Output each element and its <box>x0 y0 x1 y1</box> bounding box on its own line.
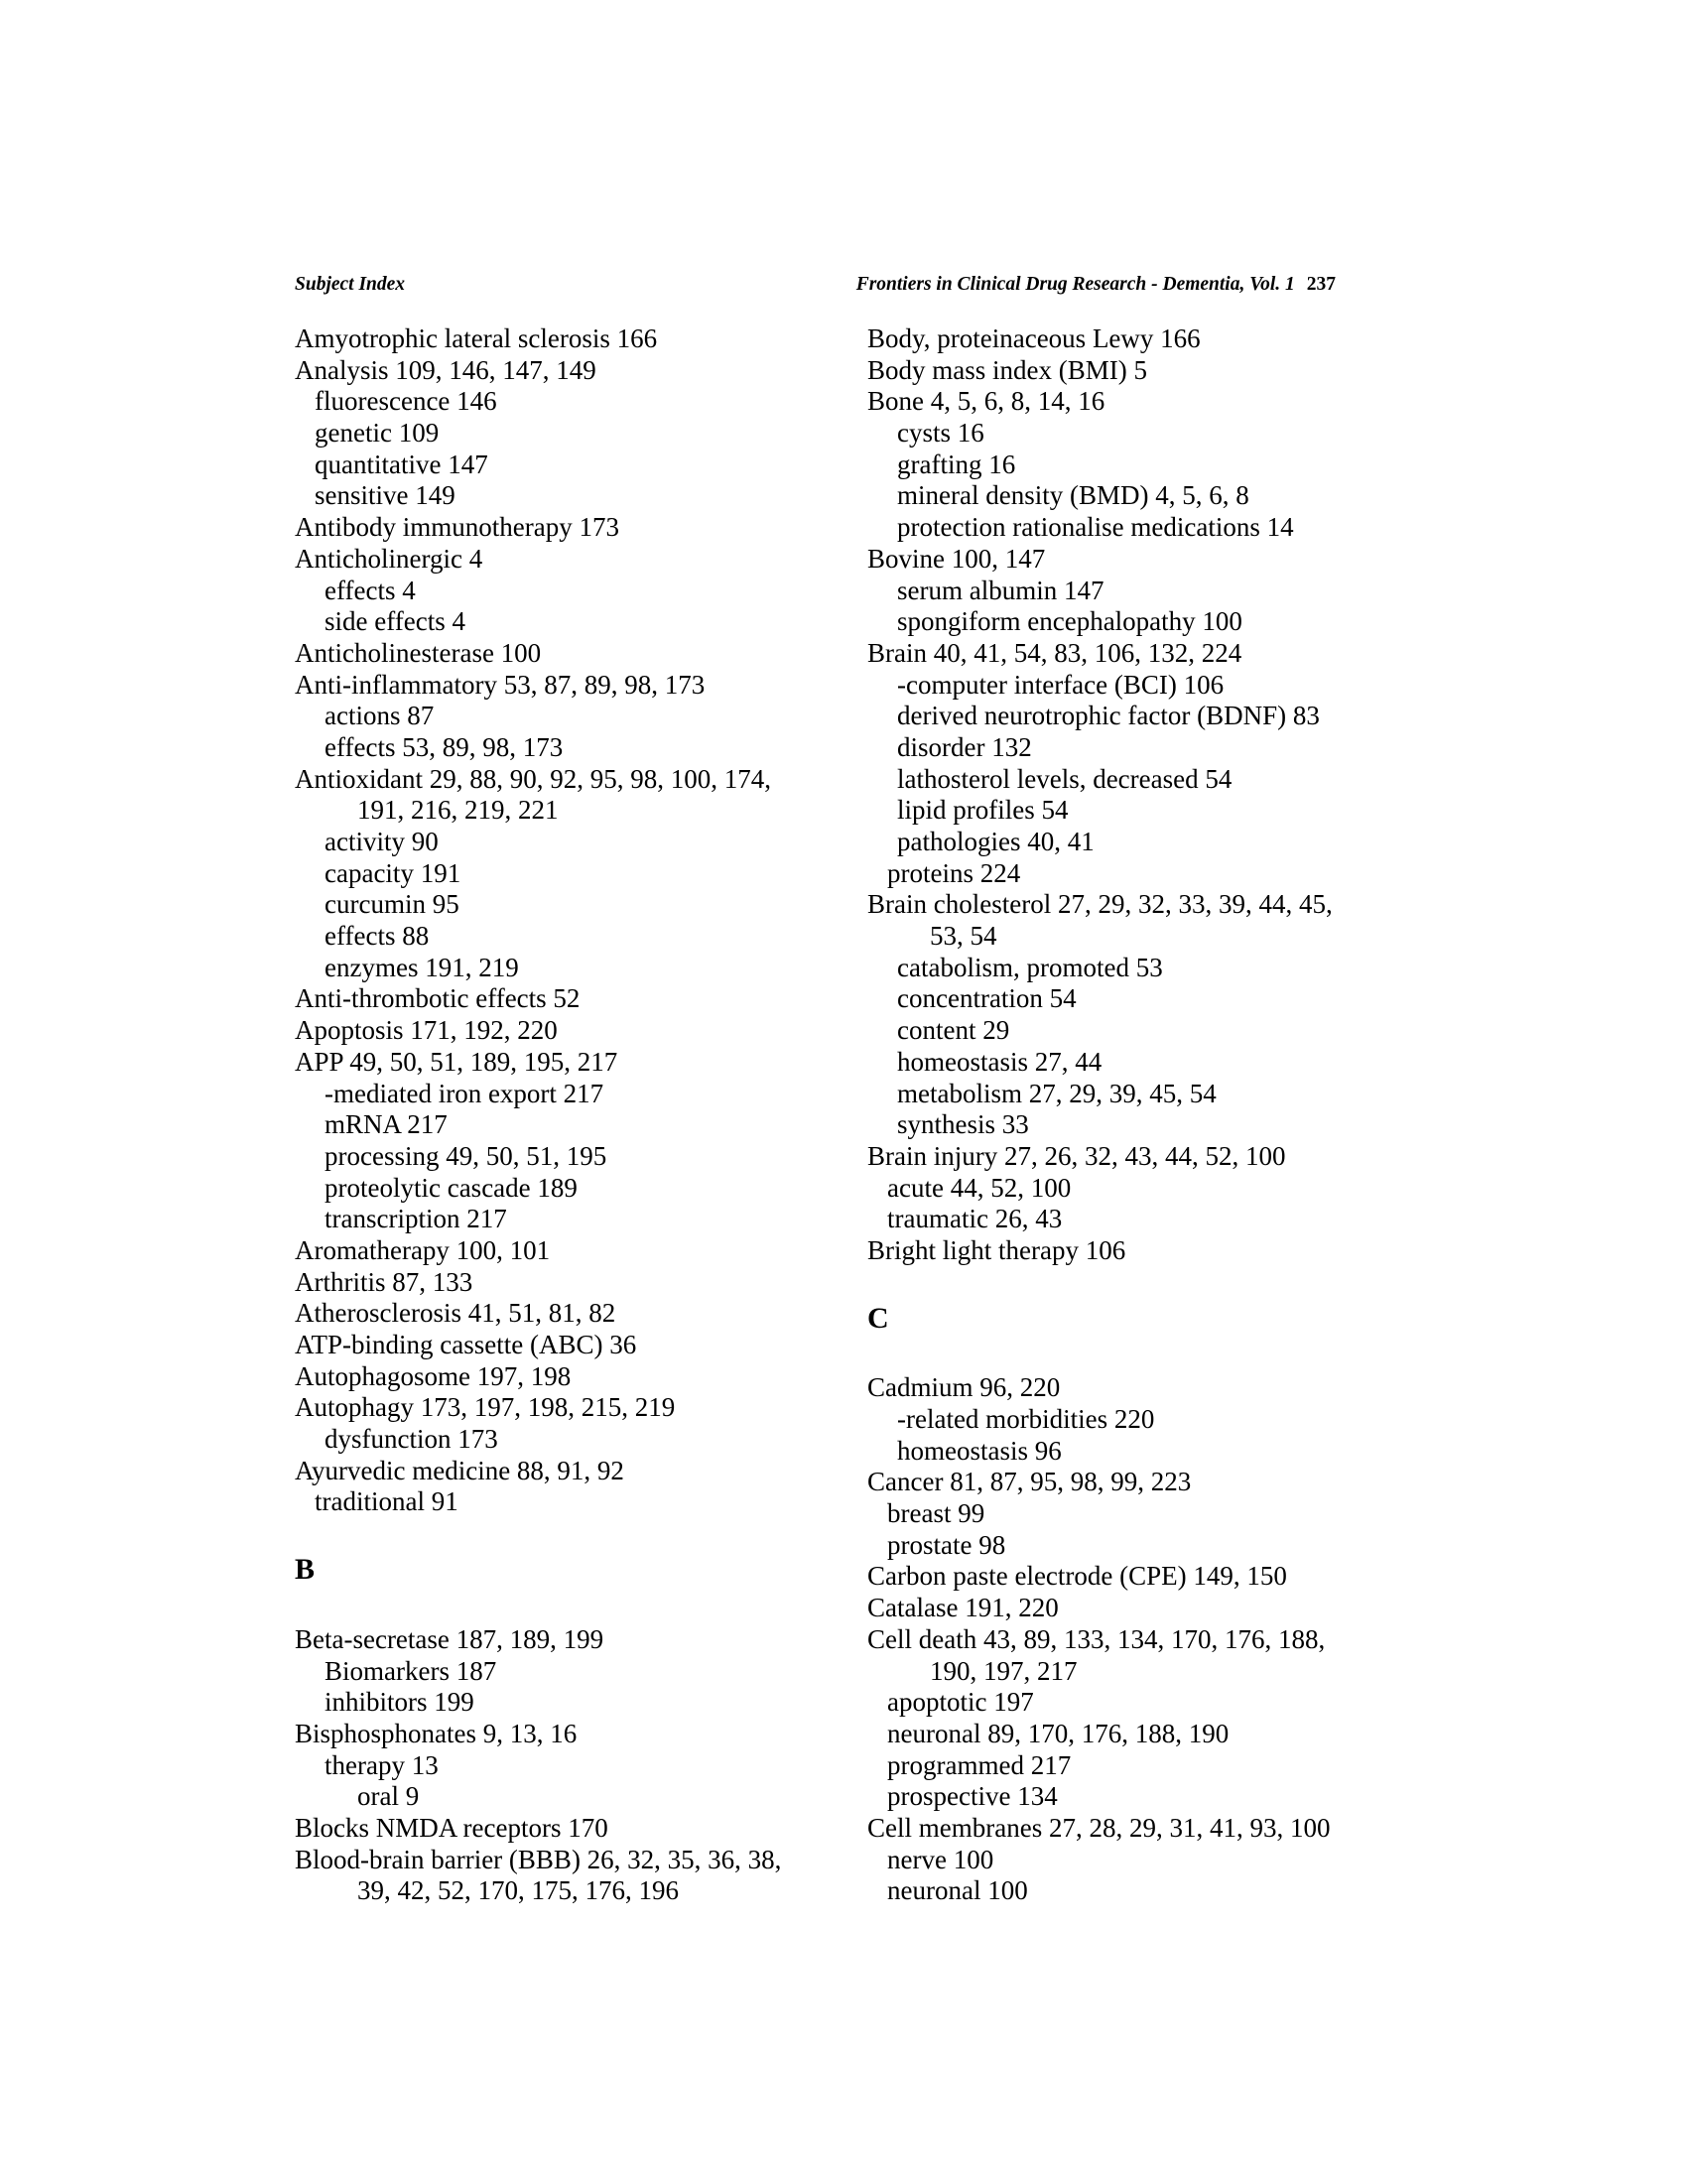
index-subentry: prostate 98 <box>887 1529 1006 1560</box>
index-entry: Cadmium 96, 220 <box>867 1372 1061 1403</box>
index-entry: Catalase 191, 220 <box>867 1593 1059 1623</box>
index-subentry: therapy 13 <box>325 1749 439 1780</box>
index-subentry: metabolism 27, 29, 39, 45, 54 <box>897 1078 1217 1108</box>
index-subentry: lathosterol levels, decreased 54 <box>897 763 1233 794</box>
index-entry-continuation: 53, 54 <box>930 921 997 952</box>
index-subentry: -related morbidities 220 <box>897 1404 1155 1434</box>
index-subentry: serum albumin 147 <box>897 575 1104 605</box>
index-subentry: mRNA 217 <box>325 1109 448 1140</box>
index-entry: Cell membranes 27, 28, 29, 31, 41, 93, 100 <box>867 1812 1331 1843</box>
index-subentry: apoptotic 197 <box>887 1687 1034 1718</box>
index-subentry: lipid profiles 54 <box>897 795 1069 826</box>
index-entry: APP 49, 50, 51, 189, 195, 217 <box>295 1046 618 1077</box>
index-entry: Anti-inflammatory 53, 87, 89, 98, 173 <box>295 669 706 700</box>
index-subentry: neuronal 100 <box>887 1875 1028 1906</box>
index-subentry: traumatic 26, 43 <box>887 1204 1063 1234</box>
index-entry: Anticholinesterase 100 <box>295 637 542 668</box>
index-subentry: homeostasis 27, 44 <box>897 1046 1103 1077</box>
index-subentry: side effects 4 <box>325 606 465 637</box>
page-number: 237 <box>1306 274 1336 295</box>
index-entry: Amyotrophic lateral sclerosis 166 <box>295 323 658 353</box>
index-subentry: curcumin 95 <box>325 889 459 920</box>
index-subentry: grafting 16 <box>897 449 1016 479</box>
running-header-book-title <box>837 272 1336 298</box>
index-subentry: traditional 91 <box>315 1486 458 1517</box>
index-entry: Autophagosome 197, 198 <box>295 1360 572 1391</box>
index-subentry: dysfunction 173 <box>325 1424 498 1455</box>
index-subentry: nerve 100 <box>887 1844 994 1874</box>
index-entry: Anti-thrombotic effects 52 <box>295 983 581 1014</box>
index-subentry: -computer interface (BCI) 106 <box>897 669 1225 700</box>
index-subentry: spongiform encephalopathy 100 <box>897 606 1242 637</box>
index-entry: Cell death 43, 89, 133, 134, 170, 176, 188, <box>867 1623 1326 1654</box>
index-subentry: capacity 191 <box>325 857 461 888</box>
index-entry: Analysis 109, 146, 147, 149 <box>295 354 596 385</box>
index-subentry: proteolytic cascade 189 <box>325 1172 578 1203</box>
index-subentry: proteins 224 <box>887 857 1021 888</box>
index-entry: ATP-binding cassette (ABC) 36 <box>295 1330 637 1359</box>
index-entry: Bone 4, 5, 6, 8, 14, 16 <box>867 386 1105 417</box>
index-entry: Bright light therapy 106 <box>867 1234 1126 1265</box>
index-subentry: synthesis 33 <box>897 1109 1029 1140</box>
index-subentry: mineral density (BMD) 4, 5, 6, 8 <box>897 480 1249 511</box>
index-entry: Autophagy 173, 197, 198, 215, 219 <box>295 1392 676 1423</box>
index-subentry: prospective 134 <box>887 1781 1058 1812</box>
index-entry-continuation: oral 9 <box>357 1781 420 1812</box>
index-entry: Beta-secretase 187, 189, 199 <box>295 1623 604 1654</box>
index-subentry: content 29 <box>897 1015 1010 1046</box>
index-subentry: effects 4 <box>325 575 416 605</box>
letter-heading: B <box>295 1553 316 1587</box>
index-entry: Aromatherapy 100, 101 <box>295 1234 551 1265</box>
index-entry: Atherosclerosis 41, 51, 81, 82 <box>295 1298 616 1329</box>
index-entry: Brain 40, 41, 54, 83, 106, 132, 224 <box>867 637 1242 668</box>
index-entry: Ayurvedic medicine 88, 91, 92 <box>295 1455 624 1485</box>
index-subentry: programmed 217 <box>887 1749 1072 1780</box>
index-subentry: fluorescence 146 <box>315 386 497 417</box>
index-entry: Brain injury 27, 26, 32, 43, 44, 52, 100 <box>867 1140 1286 1171</box>
index-subentry: pathologies 40, 41 <box>897 827 1095 856</box>
index-subentry: transcription 217 <box>325 1204 507 1234</box>
index-entry: Arthritis 87, 133 <box>295 1266 473 1297</box>
index-entry: Body mass index (BMI) 5 <box>867 354 1147 385</box>
index-subentry: derived neurotrophic factor (BDNF) 83 <box>897 701 1320 731</box>
index-subentry: inhibitors 199 <box>325 1687 474 1718</box>
index-subentry: catabolism, promoted 53 <box>897 952 1163 982</box>
index-subentry: breast 99 <box>887 1498 985 1529</box>
index-subentry: quantitative 147 <box>315 449 488 479</box>
index-subentry: activity 90 <box>325 827 439 856</box>
index-entry: Antioxidant 29, 88, 90, 92, 95, 98, 100, 174, <box>295 763 771 794</box>
index-entry: Blood-brain barrier (BBB) 26, 32, 35, 36, 38, <box>295 1844 782 1874</box>
index-entry-continuation: 190, 197, 217 <box>930 1655 1078 1686</box>
index-column-right <box>867 323 1333 1907</box>
index-subentry: disorder 132 <box>897 731 1032 762</box>
index-entry: Apoptosis 171, 192, 220 <box>295 1015 558 1046</box>
index-subentry: -mediated iron export 217 <box>325 1078 604 1108</box>
book-title: Frontiers in Clinical Drug Research - Dementia, Vol. 1 <box>855 274 1295 295</box>
index-entry: Body, proteinaceous Lewy 166 <box>867 323 1201 353</box>
index-subentry: enzymes 191, 219 <box>325 952 519 982</box>
index-subentry: concentration 54 <box>897 983 1077 1014</box>
letter-heading: C <box>867 1301 889 1335</box>
index-subentry: effects 88 <box>325 921 430 952</box>
index-subentry: protection rationalise medications 14 <box>897 512 1294 543</box>
index-subentry: effects 53, 89, 98, 173 <box>325 731 564 762</box>
index-entry-continuation: 39, 42, 52, 170, 175, 176, 196 <box>357 1875 679 1906</box>
index-subentry: sensitive 149 <box>315 480 455 511</box>
index-subentry: homeostasis 96 <box>897 1435 1062 1466</box>
index-column-left <box>295 323 781 1907</box>
index-entry: Bisphosphonates 9, 13, 16 <box>295 1718 578 1748</box>
index-subentry: acute 44, 52, 100 <box>887 1172 1072 1203</box>
index-entry: Anticholinergic 4 <box>295 543 483 574</box>
index-subentry: neuronal 89, 170, 176, 188, 190 <box>887 1718 1230 1748</box>
index-subentry: cysts 16 <box>897 418 984 449</box>
index-entry: Bovine 100, 147 <box>867 543 1046 574</box>
index-subentry: processing 49, 50, 51, 195 <box>325 1140 607 1171</box>
running-header-section-title: Subject Index <box>295 274 406 295</box>
index-subentry: genetic 109 <box>315 418 440 449</box>
index-entry: Brain cholesterol 27, 29, 32, 33, 39, 44, 45, <box>867 889 1333 920</box>
index-subentry: actions 87 <box>325 701 435 731</box>
index-entry: Blocks NMDA receptors 170 <box>295 1812 608 1843</box>
index-entry: Carbon paste electrode (CPE) 149, 150 <box>867 1561 1287 1592</box>
index-subentry: Biomarkers 187 <box>325 1655 497 1686</box>
index-entry: Antibody immunotherapy 173 <box>295 512 619 543</box>
index-entry-continuation: 191, 216, 219, 221 <box>357 795 559 826</box>
index-entry: Cancer 81, 87, 95, 98, 99, 223 <box>867 1467 1192 1497</box>
